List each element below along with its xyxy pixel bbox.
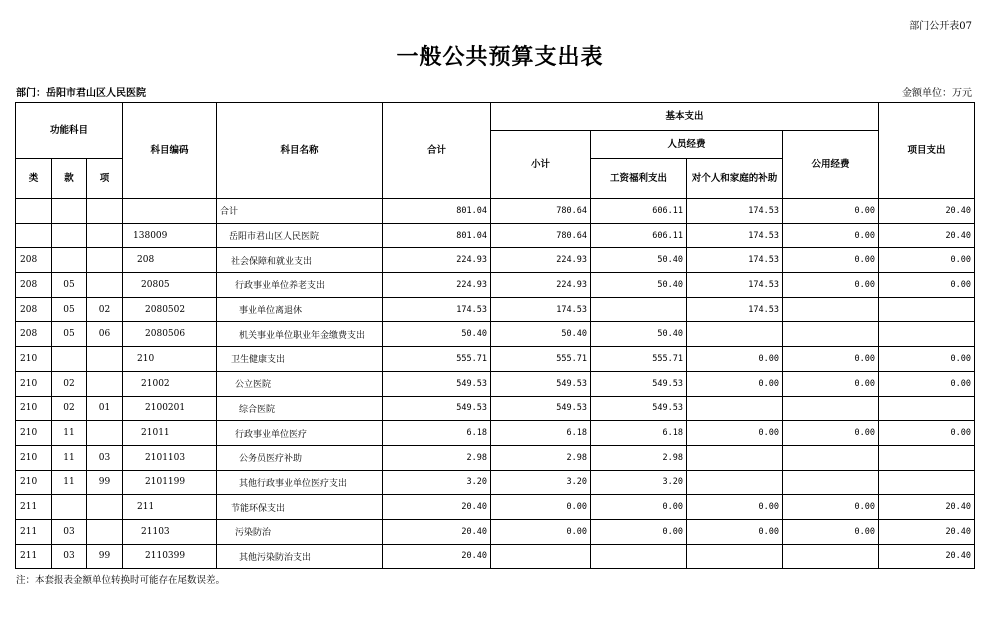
header-code: 科目编码 [123,103,217,199]
cell-public: 0.00 [783,519,879,544]
cell-wages: 50.40 [591,273,687,298]
cell-wages: 50.40 [591,322,687,347]
table-row [16,297,975,322]
cell-public [783,470,879,495]
cell-project [879,470,975,495]
cell-name: 其他行政事业单位医疗支出 [217,470,383,495]
cell-project [879,396,975,421]
cell-family: 174.53 [687,223,783,248]
cell-name: 行政事业单位养老支出 [217,273,383,298]
cell-lei: 210 [16,347,52,372]
page-title: 一般公共预算支出表 [396,44,604,70]
cell-total: 20.40 [383,495,491,520]
cell-wages: 555.71 [591,347,687,372]
header-personnel: 人员经费 [591,131,783,159]
cell-total: 549.53 [383,396,491,421]
table-row [16,371,975,396]
cell-lei: 211 [16,495,52,520]
cell-wages: 0.00 [591,519,687,544]
cell-family: 0.00 [687,519,783,544]
cell-xiang [87,421,123,446]
cell-lei: 210 [16,445,52,470]
budget-expenditure-table [15,102,975,569]
cell-project: 0.00 [879,273,975,298]
cell-public: 0.00 [783,421,879,446]
cell-subtotal: 555.71 [491,347,591,372]
cell-kuan: 11 [52,445,87,470]
cell-public: 0.00 [783,273,879,298]
cell-total: 224.93 [383,248,491,273]
cell-wages: 549.53 [591,371,687,396]
cell-family [687,396,783,421]
cell-kuan: 05 [52,297,87,322]
cell-family: 174.53 [687,297,783,322]
cell-lei: 208 [16,297,52,322]
cell-wages: 50.40 [591,248,687,273]
table-row [16,322,975,347]
cell-family: 174.53 [687,199,783,224]
cell-wages: 6.18 [591,421,687,446]
cell-code: 210 [123,347,217,372]
cell-xiang: 99 [87,470,123,495]
cell-xiang: 01 [87,396,123,421]
cell-public [783,544,879,569]
cell-xiang: 99 [87,544,123,569]
cell-public [783,445,879,470]
cell-total: 224.93 [383,273,491,298]
cell-code: 2080502 [123,297,217,322]
cell-kuan: 11 [52,470,87,495]
cell-public [783,396,879,421]
cell-subtotal: 2.98 [491,445,591,470]
cell-lei: 208 [16,248,52,273]
table-row [16,470,975,495]
cell-lei [16,199,52,224]
header-wages: 工资福利支出 [591,159,687,199]
cell-total: 6.18 [383,421,491,446]
cell-family [687,544,783,569]
cell-wages [591,544,687,569]
cell-lei [16,223,52,248]
cell-wages: 606.11 [591,199,687,224]
cell-kuan [52,248,87,273]
cell-subtotal: 174.53 [491,297,591,322]
cell-project: 20.40 [879,223,975,248]
cell-wages: 606.11 [591,223,687,248]
table-row [16,445,975,470]
table-row [16,519,975,544]
cell-family: 0.00 [687,347,783,372]
cell-kuan: 11 [52,421,87,446]
cell-total: 50.40 [383,322,491,347]
table-row [16,495,975,520]
cell-code: 20805 [123,273,217,298]
cell-wages [591,297,687,322]
cell-total: 549.53 [383,371,491,396]
cell-code: 211 [123,495,217,520]
cell-code [123,199,217,224]
cell-subtotal: 780.64 [491,199,591,224]
cell-name: 污染防治 [217,519,383,544]
cell-subtotal: 780.64 [491,223,591,248]
cell-total: 555.71 [383,347,491,372]
table-row [16,223,975,248]
cell-code: 2100201 [123,396,217,421]
table-row [16,248,975,273]
cell-name: 机关事业单位职业年金缴费支出 [217,322,383,347]
cell-name: 综合医院 [217,396,383,421]
cell-public [783,297,879,322]
cell-lei: 210 [16,470,52,495]
cell-kuan [52,495,87,520]
cell-subtotal: 50.40 [491,322,591,347]
table-row [16,396,975,421]
cell-xiang: 03 [87,445,123,470]
cell-code: 2101199 [123,470,217,495]
cell-name: 公立医院 [217,371,383,396]
cell-kuan [52,199,87,224]
cell-family: 174.53 [687,273,783,298]
cell-public: 0.00 [783,371,879,396]
cell-public: 0.00 [783,223,879,248]
cell-name: 社会保障和就业支出 [217,248,383,273]
cell-lei: 211 [16,544,52,569]
cell-total: 801.04 [383,199,491,224]
cell-kuan: 05 [52,273,87,298]
cell-lei: 210 [16,421,52,446]
cell-family [687,470,783,495]
cell-xiang [87,223,123,248]
cell-public: 0.00 [783,199,879,224]
cell-wages: 0.00 [591,495,687,520]
cell-lei: 211 [16,519,52,544]
table-row [16,347,975,372]
cell-name: 事业单位离退休 [217,297,383,322]
cell-name: 卫生健康支出 [217,347,383,372]
cell-name: 岳阳市君山区人民医院 [217,223,383,248]
cell-xiang [87,519,123,544]
cell-subtotal: 224.93 [491,273,591,298]
cell-code: 138009 [123,223,217,248]
header-xiang: 项 [87,159,123,199]
cell-subtotal: 0.00 [491,495,591,520]
cell-name: 其他污染防治支出 [217,544,383,569]
cell-subtotal: 0.00 [491,519,591,544]
cell-family: 0.00 [687,371,783,396]
cell-xiang: 06 [87,322,123,347]
cell-lei: 210 [16,371,52,396]
cell-family: 0.00 [687,495,783,520]
header-lei: 类 [16,159,52,199]
cell-wages: 3.20 [591,470,687,495]
cell-subtotal: 549.53 [491,396,591,421]
header-public: 公用经费 [783,131,879,199]
cell-xiang [87,495,123,520]
cell-name: 合计 [217,199,383,224]
cell-xiang [87,371,123,396]
cell-project: 0.00 [879,347,975,372]
cell-code: 2101103 [123,445,217,470]
cell-public [783,322,879,347]
cell-kuan [52,347,87,372]
cell-lei: 210 [16,396,52,421]
cell-code: 208 [123,248,217,273]
cell-kuan: 02 [52,396,87,421]
cell-project [879,322,975,347]
cell-lei: 208 [16,273,52,298]
table-row [16,199,975,224]
cell-total: 2.98 [383,445,491,470]
cell-family: 0.00 [687,421,783,446]
table-number-label: 部门公开表07 [909,21,972,32]
cell-project: 0.00 [879,371,975,396]
header-kuan: 款 [52,159,87,199]
cell-kuan: 03 [52,544,87,569]
footer-note: 注：本套报表金额单位转换时可能存在尾数误差。 [16,575,226,586]
cell-kuan [52,223,87,248]
cell-subtotal: 3.20 [491,470,591,495]
cell-xiang: 02 [87,297,123,322]
header-function-subject: 功能科目 [16,103,123,159]
amount-unit-label: 金额单位：万元 [902,88,972,99]
header-basic: 基本支出 [491,103,879,131]
cell-project [879,297,975,322]
cell-project: 20.40 [879,495,975,520]
cell-subtotal: 6.18 [491,421,591,446]
cell-name: 节能环保支出 [217,495,383,520]
header-total: 合计 [383,103,491,199]
table-row [16,544,975,569]
cell-total: 3.20 [383,470,491,495]
cell-xiang [87,199,123,224]
header-name: 科目名称 [217,103,383,199]
cell-xiang [87,273,123,298]
cell-code: 21103 [123,519,217,544]
header-subtotal: 小计 [491,131,591,199]
cell-total: 174.53 [383,297,491,322]
cell-wages: 549.53 [591,396,687,421]
cell-project: 20.40 [879,199,975,224]
cell-public: 0.00 [783,495,879,520]
cell-public: 0.00 [783,248,879,273]
cell-wages: 2.98 [591,445,687,470]
cell-project: 20.40 [879,544,975,569]
cell-project [879,445,975,470]
cell-project: 0.00 [879,421,975,446]
cell-total: 801.04 [383,223,491,248]
header-family: 对个人和家庭的补助 [687,159,783,199]
cell-public: 0.00 [783,347,879,372]
cell-family [687,322,783,347]
cell-code: 21002 [123,371,217,396]
cell-total: 20.40 [383,544,491,569]
table-row [16,273,975,298]
cell-subtotal: 224.93 [491,248,591,273]
cell-subtotal: 549.53 [491,371,591,396]
cell-kuan: 05 [52,322,87,347]
cell-xiang [87,248,123,273]
cell-code: 2110399 [123,544,217,569]
cell-project: 0.00 [879,248,975,273]
cell-kuan: 02 [52,371,87,396]
department-label: 部门：岳阳市君山区人民医院 [16,88,146,99]
cell-project: 20.40 [879,519,975,544]
cell-code: 21011 [123,421,217,446]
cell-name: 行政事业单位医疗 [217,421,383,446]
cell-lei: 208 [16,322,52,347]
cell-total: 20.40 [383,519,491,544]
cell-subtotal [491,544,591,569]
cell-code: 2080506 [123,322,217,347]
header-project: 项目支出 [879,103,975,199]
table-row [16,421,975,446]
cell-xiang [87,347,123,372]
cell-family [687,445,783,470]
cell-family: 174.53 [687,248,783,273]
cell-name: 公务员医疗补助 [217,445,383,470]
cell-kuan: 03 [52,519,87,544]
